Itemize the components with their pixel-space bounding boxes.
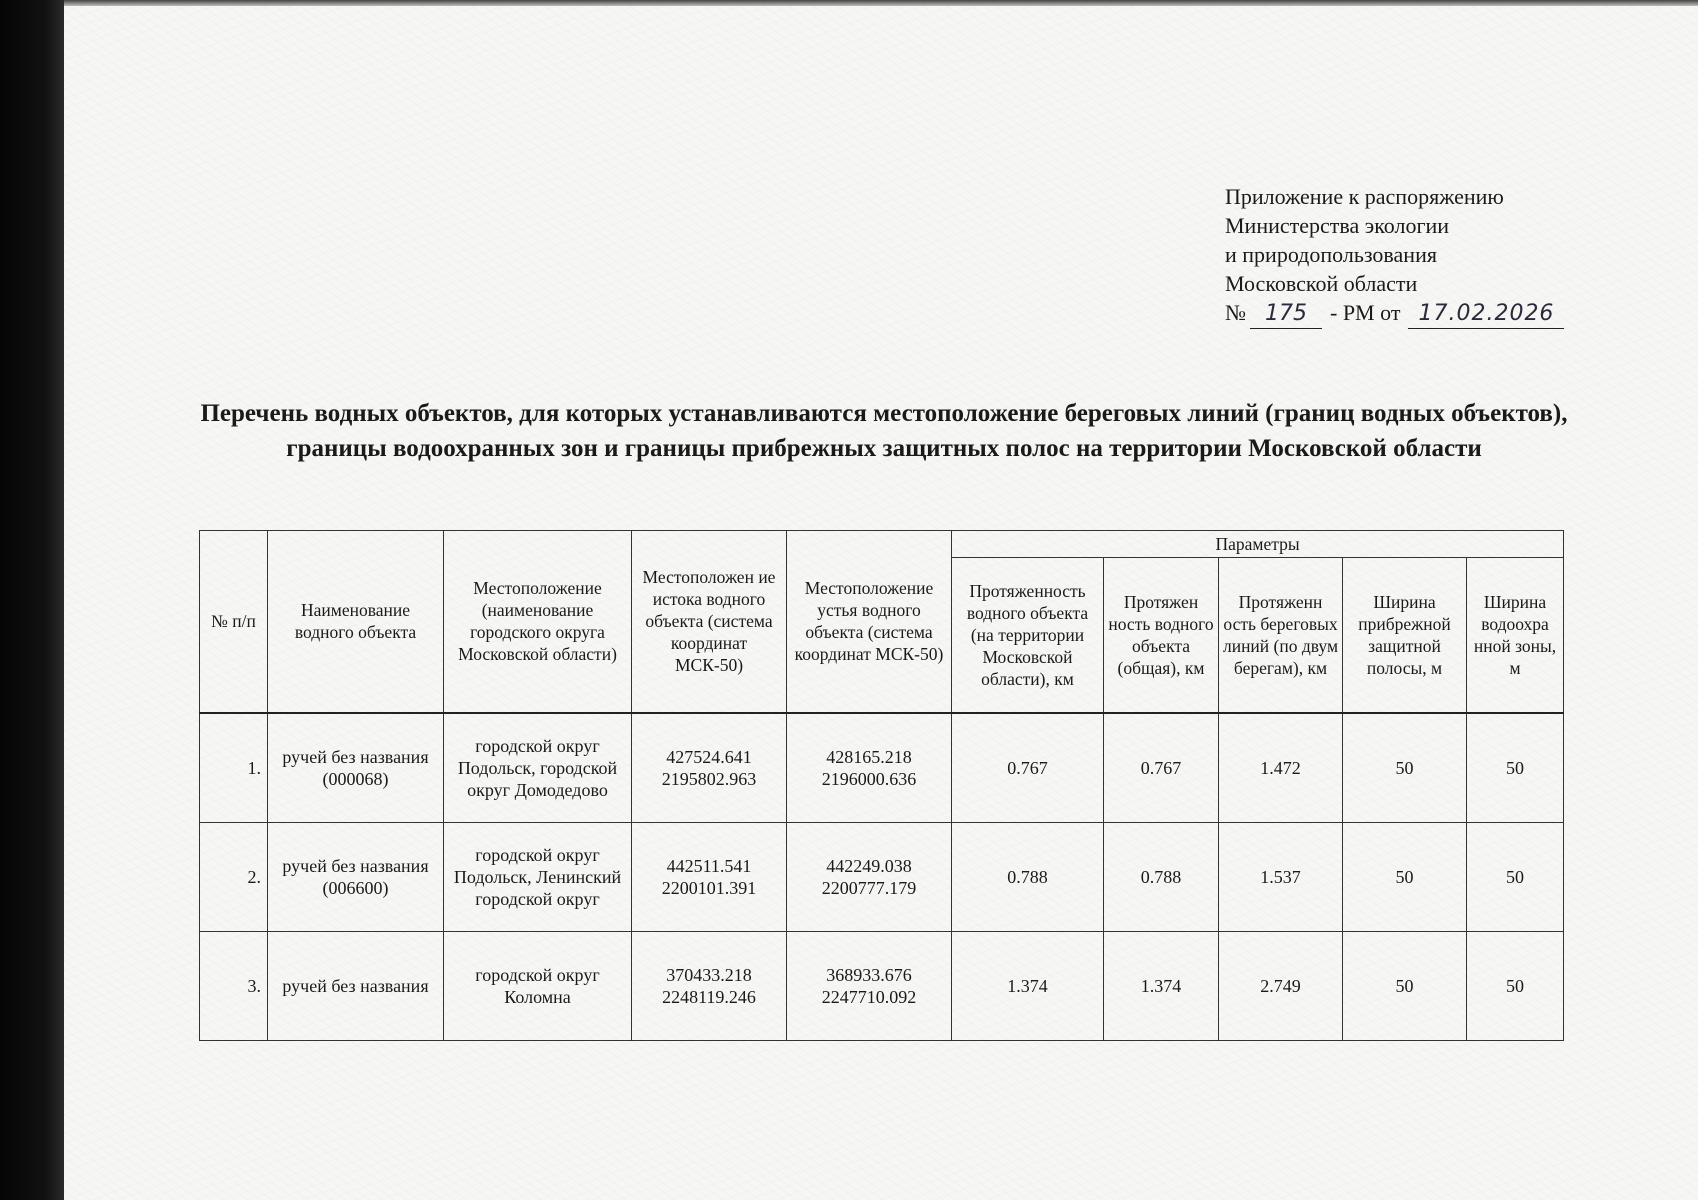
cell-source: 442511.541 2200101.391 <box>632 822 787 931</box>
header-length-total: Протяжен ность водного объекта (общая), км <box>1104 558 1219 713</box>
cell-length-region: 0.788 <box>952 822 1104 931</box>
cell-length-region: 1.374 <box>952 931 1104 1040</box>
handwritten-order-date: 17.02.2026 <box>1408 299 1564 329</box>
cell-num: 3. <box>200 931 268 1040</box>
appendix-line: Приложение к распоряжению <box>1225 184 1504 209</box>
cell-mouth: 428165.218 2196000.636 <box>787 713 952 823</box>
appendix-line: и природопользования <box>1225 242 1437 267</box>
document-title: Перечень водных объектов, для которых устанавливаются местоположение береговых линий (границ водных объектов), границы водоохранных зон и границы прибрежных защитных полос на территории Московской области <box>200 400 1568 462</box>
header-length-banks: Протяженн ость береговых линий (по двум берегам), км <box>1219 558 1343 713</box>
cell-location: городской округ Коломна <box>444 931 632 1040</box>
number-suffix: - РМ от <box>1330 300 1401 325</box>
header-coastal-strip: Ширина прибрежной защитной полосы, м <box>1343 558 1467 713</box>
cell-name: ручей без названия (000068) <box>268 713 444 823</box>
header-name: Наименование водного объекта <box>268 531 444 713</box>
appendix-header <box>1225 182 1564 329</box>
cell-length-total: 0.767 <box>1104 713 1219 823</box>
header-mouth: Местоположение устья водного объекта (система координат МСК-50) <box>787 531 952 713</box>
cell-length-total: 0.788 <box>1104 822 1219 931</box>
cell-source: 427524.641 2195802.963 <box>632 713 787 823</box>
cell-protection-zone: 50 <box>1467 931 1564 1040</box>
cell-mouth: 442249.038 2200777.179 <box>787 822 952 931</box>
appendix-line: Министерства экологии <box>1225 213 1450 238</box>
header-source: Местоположен ие истока водного объекта (система координат МСК-50) <box>632 531 787 713</box>
number-prefix: № <box>1225 300 1246 325</box>
cell-location: городской округ Подольск, Ленинский городской округ <box>444 822 632 931</box>
cell-length-banks: 2.749 <box>1219 931 1343 1040</box>
cell-mouth: 368933.676 2247710.092 <box>787 931 952 1040</box>
cell-length-banks: 1.537 <box>1219 822 1343 931</box>
scan-left-edge <box>0 0 64 1200</box>
cell-protection-zone: 50 <box>1467 822 1564 931</box>
header-protection-zone: Ширина водоохра нной зоны, м <box>1467 558 1564 713</box>
water-objects-table <box>199 530 1564 1041</box>
cell-name: ручей без названия (006600) <box>268 822 444 931</box>
cell-coastal-strip: 50 <box>1343 713 1467 823</box>
cell-length-region: 0.767 <box>952 713 1104 823</box>
appendix-line: Московской области <box>1225 271 1418 296</box>
header-location: Местоположение (наименование городского округа Московской области) <box>444 531 632 713</box>
header-num: № п/п <box>200 531 268 713</box>
header-length-region: Протяженность водного объекта (на территории Московской области), км <box>952 558 1104 713</box>
cell-source: 370433.218 2248119.246 <box>632 931 787 1040</box>
cell-num: 1. <box>200 713 268 823</box>
cell-protection-zone: 50 <box>1467 713 1564 823</box>
cell-length-total: 1.374 <box>1104 931 1219 1040</box>
order-number-row <box>1225 298 1564 329</box>
cell-coastal-strip: 50 <box>1343 931 1467 1040</box>
table-row <box>200 931 1564 1040</box>
handwritten-order-number: 175 <box>1250 299 1322 329</box>
header-parameters: Параметры <box>952 531 1564 558</box>
cell-num: 2. <box>200 822 268 931</box>
cell-name: ручей без названия <box>268 931 444 1040</box>
table-row <box>200 713 1564 823</box>
cell-coastal-strip: 50 <box>1343 822 1467 931</box>
cell-length-banks: 1.472 <box>1219 713 1343 823</box>
cell-location: городской округ Подольск, городской округ Домодедово <box>444 713 632 823</box>
table-row <box>200 822 1564 931</box>
